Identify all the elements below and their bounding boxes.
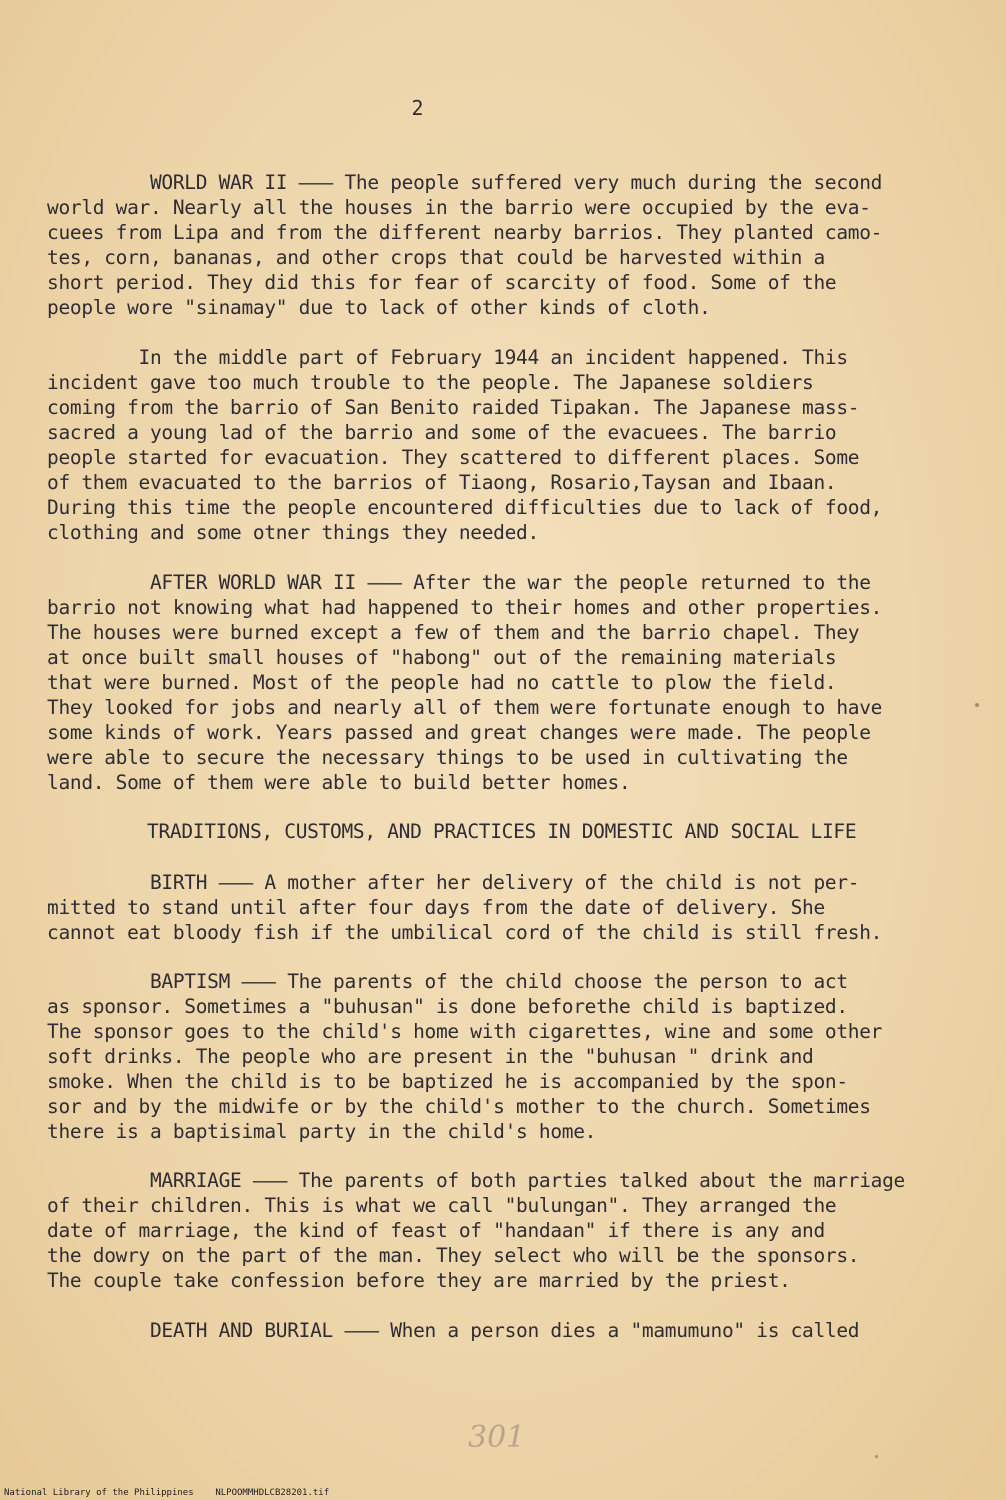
paragraph-february-1944: In the middle part of February 1944 an incident happened. This incident gave too much trouble to the people. The Japanese soldiers coming from the barrio of San Benito raided Tipakan. The Japanese mass- sacred a young lad of the barrio and some of the evacuees. The barrio people started for evacuation. They scattered to different places. Some of them evacuated to the barrios of Tiaong, Rosario,Taysan and Ibaan. During this time the people encountered difficulties due to lack of food, clothing and some otner things they needed. xyxy=(47,346,883,544)
paragraph-baptism: BAPTISM ––– The parents of the child choose the person to act as sponsor. Sometimes a "buhusan" is done beforethe child is baptized. The sponsor goes to the child's home with cigarettes, wine and some other soft drinks. The people who are present in the "buhusan " drink and smoke. When the child is to be baptized he is accompanied by the spon- sor and by the midwife or by the child's mother to the church. Sometimes there is a baptisimal party in the child's home. xyxy=(47,970,883,1143)
paper-speck xyxy=(975,703,979,707)
paper-speck xyxy=(875,1455,878,1458)
footer-library: National Library of the Philippines xyxy=(4,1488,194,1498)
handwritten-page-number: 301 xyxy=(468,1420,526,1455)
section-heading: TRADITIONS, CUSTOMS, AND PRACTICES IN DOMESTIC AND SOCIAL LIFE xyxy=(147,820,857,843)
paragraph-world-war-ii: WORLD WAR II ––– The people suffered very much during the second world war. Nearly all the houses in the barrio were occupied by the eva- cuees from Lipa and from the different nearby barrios. They planted camo- tes, corn, bananas, and other crops that could be harvested within a short period. They did this for fear of scarcity of food. Some of the people wore "sinamay" due to lack of other kinds of cloth. xyxy=(47,171,883,319)
paragraph-marriage: MARRIAGE ––– The parents of both parties talked about the marriage of their children. This is what we call "bulungan". They arranged the date of marriage, the kind of feast of "handaan" if there is any and the dowry on the part of the man. They select who will be the sponsors. The couple take confession before they are married by the priest. xyxy=(47,1169,906,1292)
paragraph-after-world-war-ii: AFTER WORLD WAR II ––– After the war the people returned to the barrio not knowing what had happened to their homes and other properties. The houses were burned except a few of them and the barrio chapel. They at once built small houses of "habong" out of the remaining materials that were burned. Most of the people had no cattle to plow the field. They looked for jobs and nearly all of them were fortunate enough to have some kinds of work. Years passed and great changes were made. The people were able to secure the necessary things to be used in cultivating the land. Some of them were able to build better homes. xyxy=(47,571,883,794)
footer-filename: NLPOOMMHDLCB28201.tif xyxy=(215,1488,330,1498)
paragraph-birth: BIRTH ––– A mother after her delivery of the child is not per- mitted to stand until after four days from the date of delivery. She cannot eat bloody fish if the umbilical cord of the child is still fresh. xyxy=(47,871,883,944)
paragraph-death-and-burial: DEATH AND BURIAL ––– When a person dies a "mamumuno" is called xyxy=(47,1319,860,1342)
footer-credit xyxy=(4,1488,329,1498)
page-number: 2 xyxy=(411,96,424,120)
